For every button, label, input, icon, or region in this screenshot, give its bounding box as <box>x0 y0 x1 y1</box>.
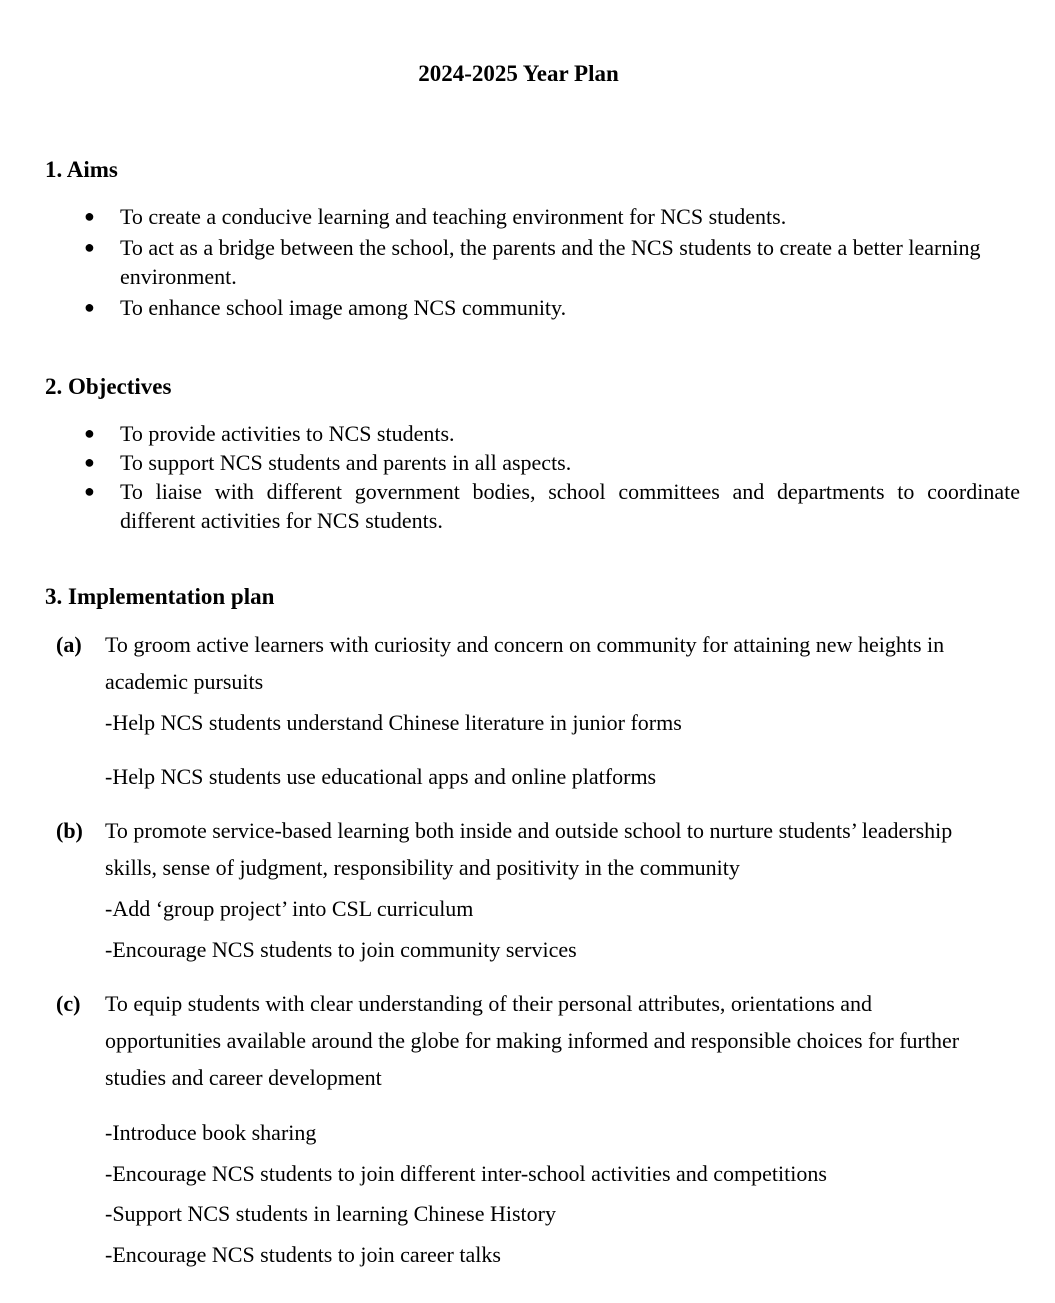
aims-list <box>0 202 1055 322</box>
action-item: -Encourage NCS students to join different inter-school activities and competitions <box>105 1161 827 1186</box>
objectives-item <box>0 448 1020 477</box>
bullet-icon: ● <box>84 423 95 443</box>
aims-item-text: To act as a bridge between the school, the parents and the NCS students to create a better learning environment. <box>120 235 981 289</box>
implementation-heading: 3. Implementation plan <box>45 584 275 609</box>
action-item: -Encourage NCS students to join community services <box>105 937 577 962</box>
aims-item-text: To create a conducive learning and teaching environment for NCS students. <box>120 204 787 229</box>
objectives-item <box>0 419 1020 448</box>
section-label: (a) <box>56 632 82 657</box>
aims-item <box>0 293 1020 322</box>
objectives-heading: 2. Objectives <box>45 374 172 399</box>
section-goal: To equip students with clear understanding of their personal attributes, orientations and opportunities available around the globe for making informed and responsible choices for further studies and career development <box>105 991 960 1090</box>
objectives-item <box>0 477 1020 535</box>
objectives-item-text: To provide activities to NCS students. <box>120 421 455 446</box>
bullet-icon: ● <box>84 206 95 226</box>
action-item: -Support NCS students in learning Chinese History <box>105 1201 556 1226</box>
objectives-list <box>0 419 1055 535</box>
aims-item <box>0 233 1020 291</box>
bullet-icon: ● <box>84 452 95 472</box>
implementation-section-c <box>0 985 1055 1096</box>
document-title: 2024-2025 Year Plan <box>418 61 619 86</box>
objectives-item-text: To support NCS students and parents in all aspects. <box>120 450 572 475</box>
aims-item <box>0 202 1020 231</box>
section-label: (b) <box>56 818 83 843</box>
section-label: (c) <box>56 991 81 1016</box>
bullet-icon: ● <box>84 297 95 317</box>
aims-heading: 1. Aims <box>45 157 118 182</box>
action-item: -Help NCS students understand Chinese literature in junior forms <box>105 710 682 735</box>
bullet-icon: ● <box>84 237 95 257</box>
action-item: -Help NCS students use educational apps and online platforms <box>105 764 657 789</box>
aims-item-text: To enhance school image among NCS community. <box>120 295 567 320</box>
section-goal: To groom active learners with curiosity and concern on community for attaining new heights in academic pursuits <box>105 632 945 694</box>
section-goal: To promote service-based learning both inside and outside school to nurture students’ leadership skills, sense of judgment, responsibility and positivity in the community <box>105 818 953 880</box>
bullet-icon: ● <box>84 481 95 501</box>
implementation-section-b <box>0 812 1055 886</box>
action-item: -Encourage NCS students to join career talks <box>105 1242 501 1267</box>
action-item: -Introduce book sharing <box>105 1120 317 1145</box>
implementation-section-a <box>0 626 1055 700</box>
objectives-item-text: To liaise with different government bodies, school committees and departments to coordinate different activities for NCS students. <box>120 479 1020 533</box>
action-item: -Add ‘group project’ into CSL curriculum <box>105 896 474 921</box>
